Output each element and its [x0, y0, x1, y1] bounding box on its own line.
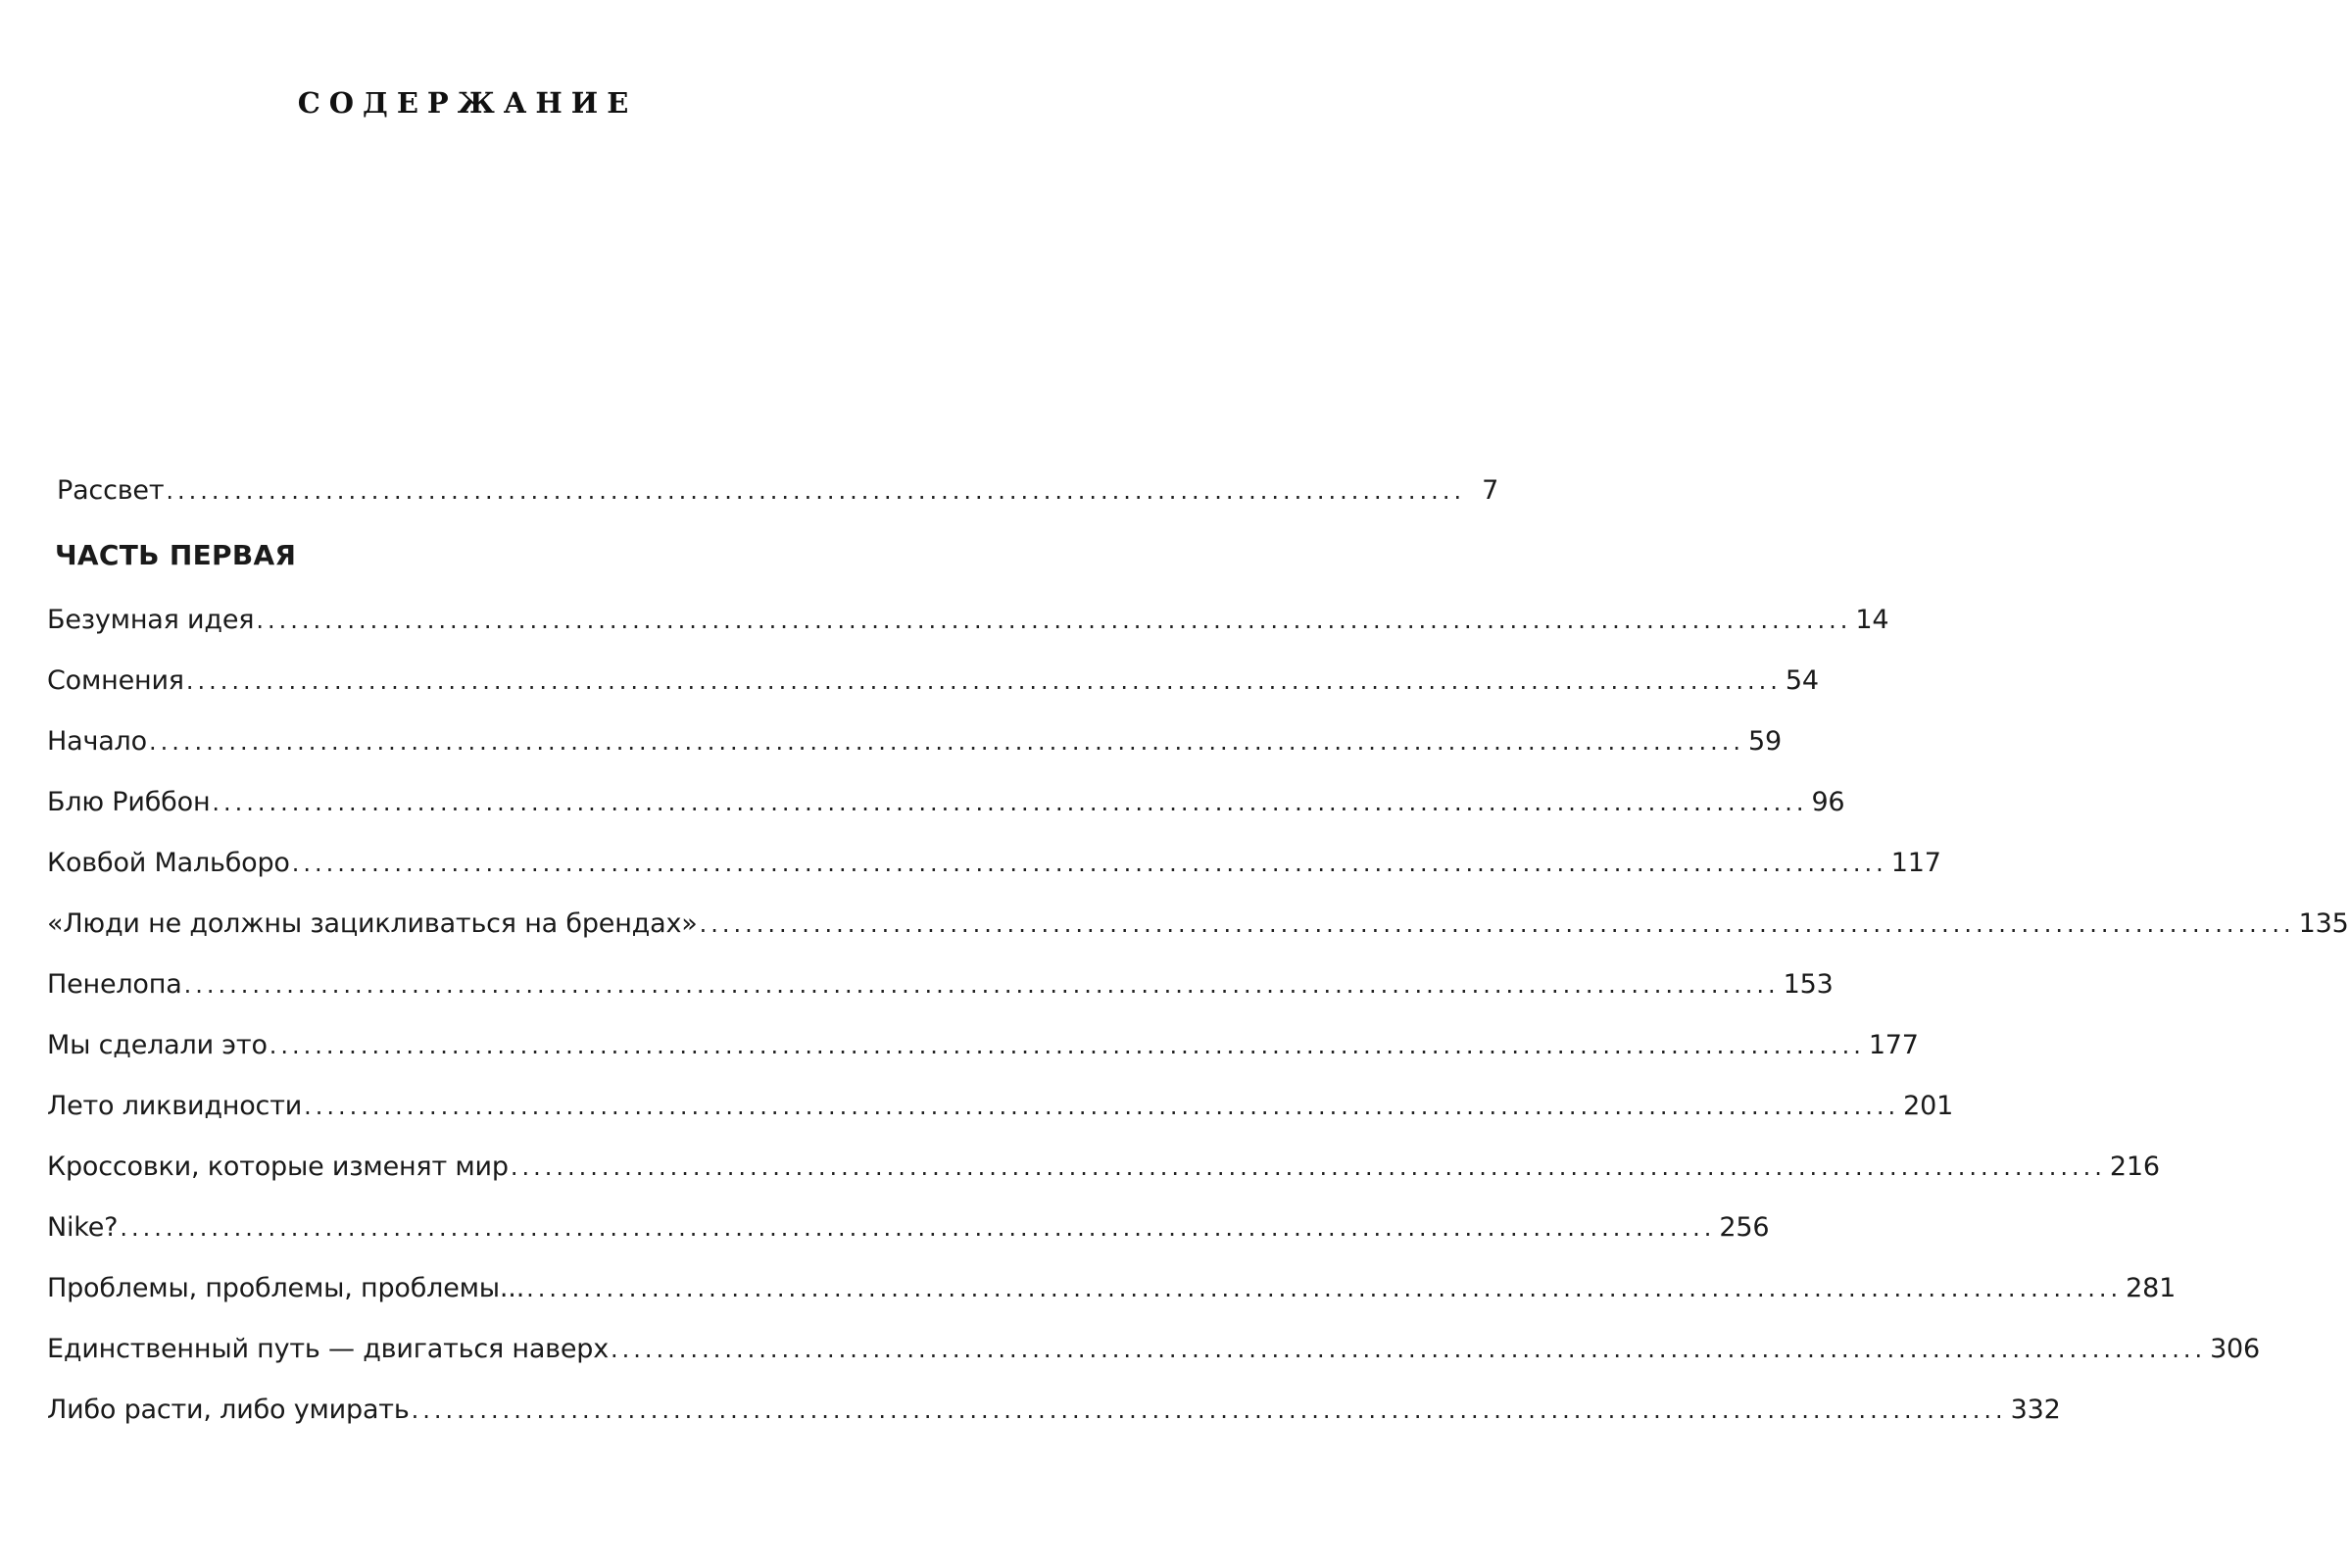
toc-entry-page: 117 [1890, 848, 1941, 878]
toc-entry-page: 153 [1783, 969, 1834, 1000]
toc-entry-label: Начало [47, 726, 147, 757]
dot-leader: ............................................................................................................................................ [185, 667, 1782, 695]
toc-entry-page: 216 [2109, 1152, 2160, 1182]
toc-entry-label: Кроссовки, которые изменят мир [47, 1152, 509, 1182]
dot-leader: ............................................................................................................................................ [510, 1153, 2106, 1181]
toc-entry-label: Рассвет [57, 475, 165, 506]
toc-entry-page: 332 [2010, 1395, 2061, 1425]
toc-entry-label: Ковбой Мальборо [47, 848, 290, 878]
toc-entry-page: 14 [1855, 605, 1889, 635]
dot-leader: ............................................................................................................................................ [148, 728, 1744, 756]
toc-entry-label: Лето ликвидности [47, 1091, 303, 1121]
toc-entry-label: Единственный путь — двигаться наверх [47, 1334, 610, 1364]
toc-entry-page: 201 [1903, 1091, 1954, 1121]
toc-entry [47, 711, 1782, 772]
toc-entry-label: Проблемы, проблемы, проблемы... [47, 1273, 525, 1303]
toc-entry [47, 1015, 1919, 1076]
toc-entry-label: Безумная идея [47, 605, 255, 635]
toc-entry [47, 1076, 1954, 1137]
dot-leader: ............................................................................................................................................ [256, 607, 1852, 634]
toc-entry [47, 1380, 2061, 1441]
dot-leader: .................................................................................................................. [166, 477, 1466, 505]
toc-entry-page: 135 [2298, 908, 2349, 939]
part-heading: ЧАСТЬ ПЕРВАЯ [55, 539, 297, 571]
toc-entry [47, 1137, 2160, 1198]
dot-leader: ............................................................................................................................................ [699, 910, 2295, 938]
toc-entry [47, 1198, 1770, 1258]
dot-leader: ............................................................................................................................................ [269, 1032, 1865, 1059]
toc-entry-page: 306 [2210, 1334, 2261, 1364]
toc-entry-label: Блю Риббон [47, 787, 211, 817]
dot-leader: ............................................................................................................................................ [120, 1214, 1716, 1242]
toc-entry-page: 7 [1482, 475, 1499, 506]
toc-entry-label: Пенелопа [47, 969, 182, 1000]
toc-entry [47, 833, 1941, 894]
toc-entry-label: Мы сделали это [47, 1030, 268, 1060]
toc-entry-label: Либо расти, либо умирать [47, 1395, 410, 1425]
page-title: СОДЕРЖАНИЕ [297, 86, 638, 120]
toc-entry-label: Nike? [47, 1212, 119, 1243]
toc-entry-label: «Люди не должны зацикливаться на брендах» [47, 908, 698, 939]
toc-entry [47, 651, 1819, 711]
dot-leader: ............................................................................................................................................ [304, 1093, 1900, 1120]
table-of-contents [47, 461, 2349, 1441]
toc-entry-intro [57, 461, 1499, 521]
dot-leader: ............................................................................................................................................ [291, 850, 1887, 877]
toc-entry-page: 256 [1719, 1212, 1770, 1243]
toc-entry-page: 59 [1747, 726, 1782, 757]
dot-leader: ............................................................................................................................................ [183, 971, 1780, 999]
toc-entry [47, 955, 1834, 1015]
toc-entry-list [47, 590, 2349, 1441]
toc-entry-label: Сомнения [47, 665, 184, 696]
dot-leader: ............................................................................................................................................ [411, 1396, 2007, 1424]
dot-leader: ............................................................................................................................................ [611, 1336, 2207, 1363]
dot-leader: ............................................................................................................................................ [526, 1275, 2123, 1302]
toc-entry [47, 1319, 2261, 1380]
toc-entry [47, 772, 1845, 833]
toc-entry-page: 96 [1811, 787, 1845, 817]
toc-entry [47, 590, 1889, 651]
toc-entry-page: 281 [2126, 1273, 2177, 1303]
toc-entry [47, 1258, 2177, 1319]
toc-entry-page: 54 [1785, 665, 1819, 696]
toc-entry-page: 177 [1868, 1030, 1919, 1060]
dot-leader: ............................................................................................................................................ [212, 789, 1808, 816]
toc-entry [47, 894, 2349, 955]
